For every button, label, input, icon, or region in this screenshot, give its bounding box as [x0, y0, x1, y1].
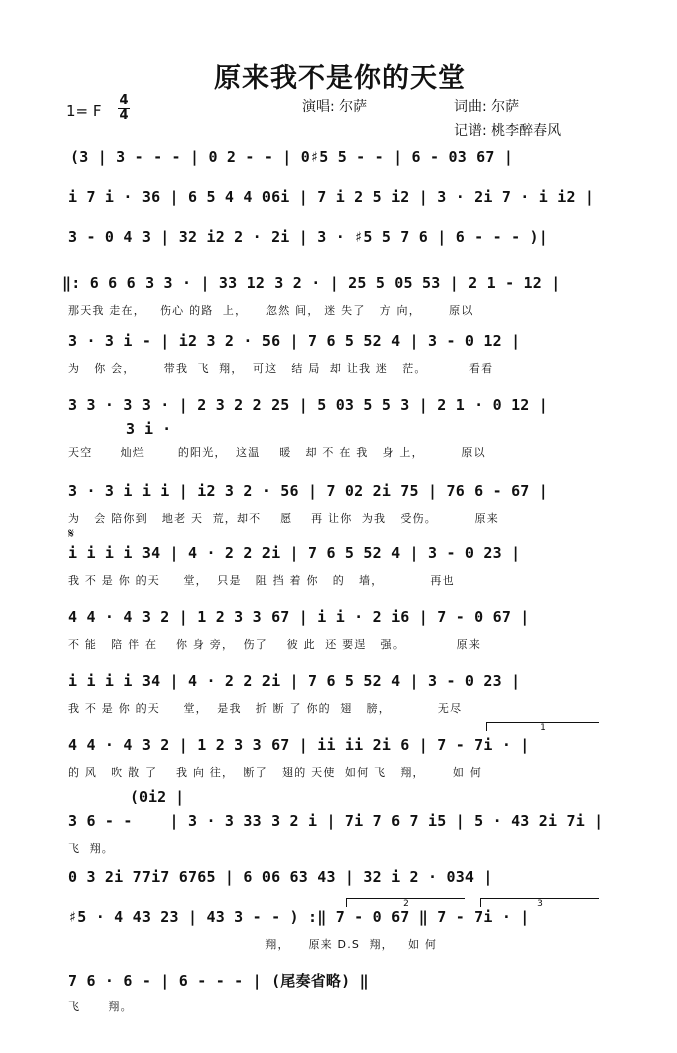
- notes-row-9: 4 4 · 4 3 2 | 1 2 3 3 67 | i i · 2 i6 | 7 - 0 67 |: [68, 608, 530, 626]
- notes-row-13: 0 3 2i 77i7 6765 | 6 06 63 43 | 32 i 2 · 034 |: [68, 868, 493, 886]
- meter-top: 4: [119, 93, 129, 108]
- notes-row-10: i i i i 34 | 4 · 2 2 2i | 7 6 5 52 4 | 3 - 0 23 |: [68, 672, 521, 690]
- pickup-notes-row-12: (0i2 |: [130, 788, 185, 806]
- notes-row-5: 3 · 3 i - | i2 3 2 · 56 | 7 6 5 52 4 | 3 - 0 12 |: [68, 332, 521, 350]
- notes-row-4: ‖: 6 6 6 3 3 · | 33 12 3 2 · | 25 5 05 53 | 2 1 - 12 |: [62, 274, 561, 292]
- time-signature: [118, 94, 130, 123]
- lyric-row-10: 我 不 是 你 的天 堂， 是我 折 断 了 你的 翅 膀， 无尽: [68, 702, 463, 715]
- score-row-7: [40, 482, 640, 542]
- lyric-row-6: 天空 灿烂 的阳光， 这温 暖 却 不 在 我 身 上， 原以: [68, 446, 486, 459]
- score-sheet: [40, 36, 640, 1016]
- lyric-row-14: 翔， 原来 D.S 翔， 如 何: [68, 938, 438, 951]
- score-row-12: [40, 812, 640, 872]
- score-row-15: [40, 970, 640, 1030]
- score-row-9: [40, 608, 640, 668]
- segno-sign: 𝄋: [68, 526, 75, 542]
- singer-credit: 演唱: 尔萨: [302, 99, 368, 115]
- notes-row-1: (3 | 3 - - - | 0 2 - - | 0♯5 5 - - | 6 - 03 67 |: [70, 148, 514, 166]
- score-row-14: [40, 908, 640, 968]
- volta-bracket-1: 1: [486, 722, 599, 731]
- lyric-row-4: 那天我 走在， 伤心 的路 上， 忽然 间， 迷 失了 方 向， 原以: [68, 304, 474, 317]
- notes-row-15: 7 6 · 6 - | 6 - - - | (尾奏省略) ‖: [68, 972, 369, 990]
- notes-row-12: 3 6 - - | 3 · 3 33 3 2 i | 7i 7 6 7 i5 | 5 · 43 2i 7i |: [68, 812, 604, 830]
- transcriber-credit: 记谱: 桃李醉春风: [454, 123, 562, 139]
- song-title: 原来我不是你的天堂: [214, 63, 466, 94]
- key-signature: 1= F: [66, 102, 102, 120]
- lyric-row-11: 的 风 吹 散 了 我 向 往， 断了 翅的 天使 如何 飞 翔， 如 何: [68, 766, 482, 779]
- notes-row-11: 4 4 · 4 3 2 | 1 2 3 3 67 | ii ii 2i 6 | 7 - 7i · |: [68, 736, 530, 754]
- score-row-11: [40, 736, 640, 796]
- volta-bracket-3: 3: [480, 898, 599, 907]
- lyric-row-5: 为 你 会， 带我 飞 翔， 可这 结 局 却 让我 迷 茫。 看看: [68, 362, 494, 375]
- meter-bottom: 4: [119, 108, 129, 123]
- lyric-row-8: 我 不 是 你 的天 堂， 只是 阻 挡 着 你 的 墙， 再也: [68, 574, 455, 587]
- lyric-row-7: 为 会 陪你到 地老 天 荒，却不 愿 再 让你 为我 受伤。 原来: [68, 512, 499, 525]
- harmony-notes-row-6: 3 i ·: [126, 420, 172, 438]
- volta-bracket-2: 2: [346, 898, 465, 907]
- notes-row-14: ♯5 · 4 43 23 | 43 3 - - ) :‖ 7 - 0 67 ‖ 7 - 7i · |: [68, 908, 530, 926]
- notes-row-8: i i i i 34 | 4 · 2 2 2i | 7 6 5 52 4 | 3 - 0 23 |: [68, 544, 521, 562]
- score-row-6: [40, 396, 640, 459]
- lyric-row-12: 飞 翔。: [68, 842, 114, 855]
- notes-row-6: 3 3 · 3 3 · | 2 3 2 2 25 | 5 03 5 5 3 | 2 1 · 0 12 |: [68, 396, 548, 414]
- lyric-row-9: 不 能 陪 伴 在 你 身 旁， 伤了 彼 此 还 要逞 强。 原来: [68, 638, 482, 651]
- writer-credit: 词曲: 尔萨: [454, 99, 520, 115]
- notes-row-3: 3 - 0 4 3 | 32 i2 2 · 2i | 3 · ♯5 5 7 6 | 6 - - - )|: [68, 228, 548, 246]
- notes-row-7: 3 · 3 i i i | i2 3 2 · 56 | 7 02 2i 75 | 76 6 - 67 |: [68, 482, 548, 500]
- score-row-5: [40, 332, 640, 392]
- score-row-8: [40, 544, 640, 604]
- lyric-row-15: 飞 翔。: [68, 1000, 133, 1013]
- score-row-4: [40, 274, 640, 334]
- notes-row-2: i 7 i · 36 | 6 5 4 4 06i | 7 i 2 5 i2 | 3 · 2i 7 · i i2 |: [68, 188, 595, 206]
